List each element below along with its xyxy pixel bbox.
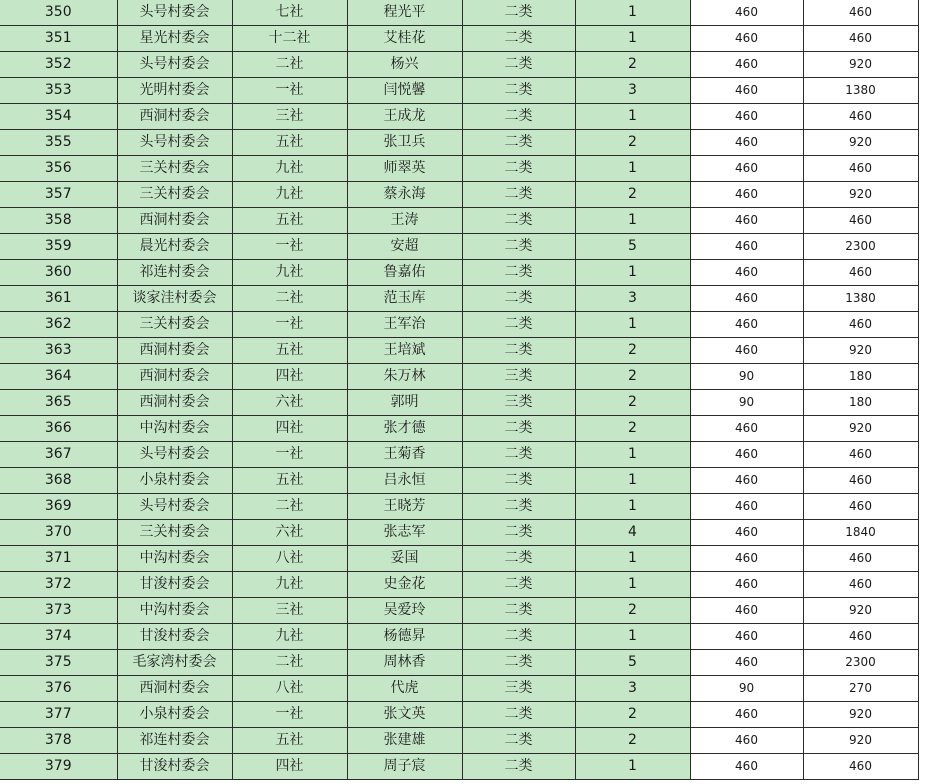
name-cell[interactable]: 郭明 xyxy=(347,390,462,416)
village-cell[interactable]: 毛家湾村委会 xyxy=(117,650,232,676)
count-cell[interactable]: 2 xyxy=(575,338,690,364)
total-amount-cell[interactable]: 460 xyxy=(803,26,918,52)
group-cell[interactable]: 二社 xyxy=(232,650,347,676)
category-cell[interactable]: 二类 xyxy=(462,182,575,208)
row-number-cell[interactable]: 373 xyxy=(0,598,117,624)
standard-amount-cell[interactable]: 460 xyxy=(690,52,803,78)
category-cell[interactable]: 二类 xyxy=(462,650,575,676)
village-cell[interactable]: 三关村委会 xyxy=(117,182,232,208)
category-cell[interactable]: 二类 xyxy=(462,624,575,650)
total-amount-cell[interactable]: 920 xyxy=(803,52,918,78)
total-amount-cell[interactable]: 1840 xyxy=(803,520,918,546)
name-cell[interactable]: 周子宸 xyxy=(347,754,462,780)
name-cell[interactable]: 史金花 xyxy=(347,572,462,598)
count-cell[interactable]: 2 xyxy=(575,390,690,416)
table-row xyxy=(0,286,918,312)
group-cell[interactable]: 六社 xyxy=(232,520,347,546)
village-cell[interactable]: 中沟村委会 xyxy=(117,546,232,572)
standard-amount-cell[interactable]: 460 xyxy=(690,260,803,286)
total-amount-cell[interactable]: 460 xyxy=(803,312,918,338)
table-row xyxy=(0,624,918,650)
total-amount-cell[interactable]: 920 xyxy=(803,130,918,156)
standard-amount-cell[interactable]: 460 xyxy=(690,546,803,572)
name-cell[interactable]: 张文英 xyxy=(347,702,462,728)
name-cell[interactable]: 代虎 xyxy=(347,676,462,702)
row-number-cell[interactable]: 368 xyxy=(0,468,117,494)
category-cell[interactable]: 二类 xyxy=(462,286,575,312)
row-number-cell[interactable]: 378 xyxy=(0,728,117,754)
name-cell[interactable]: 张才德 xyxy=(347,416,462,442)
standard-amount-cell[interactable]: 460 xyxy=(690,104,803,130)
group-cell[interactable]: 六社 xyxy=(232,390,347,416)
group-cell[interactable]: 五社 xyxy=(232,338,347,364)
row-number-cell[interactable]: 375 xyxy=(0,650,117,676)
row-number-cell[interactable]: 367 xyxy=(0,442,117,468)
category-cell[interactable]: 二类 xyxy=(462,442,575,468)
total-amount-cell[interactable]: 460 xyxy=(803,624,918,650)
row-number-cell[interactable]: 350 xyxy=(0,0,117,26)
village-cell[interactable]: 甘浚村委会 xyxy=(117,624,232,650)
table-row xyxy=(0,78,918,104)
village-cell[interactable]: 甘浚村委会 xyxy=(117,572,232,598)
total-amount-cell[interactable]: 1380 xyxy=(803,78,918,104)
group-cell[interactable]: 三社 xyxy=(232,598,347,624)
village-cell[interactable]: 小泉村委会 xyxy=(117,468,232,494)
village-cell[interactable]: 祁连村委会 xyxy=(117,728,232,754)
row-number-cell[interactable]: 364 xyxy=(0,364,117,390)
table-row xyxy=(0,156,918,182)
name-cell[interactable]: 吕永恒 xyxy=(347,468,462,494)
group-cell[interactable]: 八社 xyxy=(232,546,347,572)
table-row xyxy=(0,468,918,494)
category-cell[interactable]: 二类 xyxy=(462,598,575,624)
group-cell[interactable]: 二社 xyxy=(232,494,347,520)
group-cell[interactable]: 五社 xyxy=(232,728,347,754)
count-cell[interactable]: 1 xyxy=(575,442,690,468)
category-cell[interactable]: 二类 xyxy=(462,416,575,442)
category-cell[interactable]: 二类 xyxy=(462,260,575,286)
village-cell[interactable]: 三关村委会 xyxy=(117,156,232,182)
village-cell[interactable]: 祁连村委会 xyxy=(117,260,232,286)
count-cell[interactable]: 1 xyxy=(575,0,690,26)
village-cell[interactable]: 中沟村委会 xyxy=(117,598,232,624)
group-cell[interactable]: 九社 xyxy=(232,182,347,208)
total-amount-cell[interactable]: 460 xyxy=(803,260,918,286)
table-row xyxy=(0,130,918,156)
group-cell[interactable]: 四社 xyxy=(232,754,347,780)
name-cell[interactable]: 王涛 xyxy=(347,208,462,234)
total-amount-cell[interactable]: 180 xyxy=(803,390,918,416)
category-cell[interactable]: 二类 xyxy=(462,754,575,780)
standard-amount-cell[interactable]: 460 xyxy=(690,286,803,312)
count-cell[interactable]: 4 xyxy=(575,520,690,546)
row-number-cell[interactable]: 365 xyxy=(0,390,117,416)
group-cell[interactable]: 九社 xyxy=(232,260,347,286)
total-amount-cell[interactable]: 1380 xyxy=(803,286,918,312)
village-cell[interactable]: 头号村委会 xyxy=(117,442,232,468)
group-cell[interactable]: 一社 xyxy=(232,442,347,468)
category-cell[interactable]: 二类 xyxy=(462,546,575,572)
total-amount-cell[interactable]: 460 xyxy=(803,104,918,130)
row-number-cell[interactable]: 351 xyxy=(0,26,117,52)
category-cell[interactable]: 二类 xyxy=(462,338,575,364)
total-amount-cell[interactable]: 270 xyxy=(803,676,918,702)
table-row xyxy=(0,754,918,780)
category-cell[interactable]: 二类 xyxy=(462,234,575,260)
table-row xyxy=(0,546,918,572)
total-amount-cell[interactable]: 2300 xyxy=(803,650,918,676)
row-number-cell[interactable]: 363 xyxy=(0,338,117,364)
table-row xyxy=(0,494,918,520)
name-cell[interactable]: 艾桂花 xyxy=(347,26,462,52)
name-cell[interactable]: 妥国 xyxy=(347,546,462,572)
group-cell[interactable]: 七社 xyxy=(232,0,347,26)
table-row xyxy=(0,26,918,52)
standard-amount-cell[interactable]: 460 xyxy=(690,650,803,676)
row-number-cell[interactable]: 360 xyxy=(0,260,117,286)
category-cell[interactable]: 二类 xyxy=(462,728,575,754)
name-cell[interactable]: 张志军 xyxy=(347,520,462,546)
row-number-cell[interactable]: 377 xyxy=(0,702,117,728)
group-cell[interactable]: 八社 xyxy=(232,676,347,702)
table-row xyxy=(0,416,918,442)
village-cell[interactable]: 小泉村委会 xyxy=(117,702,232,728)
name-cell[interactable]: 吴爱玲 xyxy=(347,598,462,624)
standard-amount-cell[interactable]: 460 xyxy=(690,208,803,234)
name-cell[interactable]: 鲁嘉佑 xyxy=(347,260,462,286)
total-amount-cell[interactable]: 460 xyxy=(803,208,918,234)
standard-amount-cell[interactable]: 90 xyxy=(690,676,803,702)
standard-amount-cell[interactable]: 460 xyxy=(690,78,803,104)
name-cell[interactable]: 师翠英 xyxy=(347,156,462,182)
standard-amount-cell[interactable]: 460 xyxy=(690,312,803,338)
name-cell[interactable]: 张建雄 xyxy=(347,728,462,754)
total-amount-cell[interactable]: 460 xyxy=(803,572,918,598)
name-cell[interactable]: 王培斌 xyxy=(347,338,462,364)
table-row xyxy=(0,676,918,702)
table-row xyxy=(0,52,918,78)
category-cell[interactable]: 二类 xyxy=(462,572,575,598)
count-cell[interactable]: 2 xyxy=(575,130,690,156)
village-cell[interactable]: 谈家洼村委会 xyxy=(117,286,232,312)
group-cell[interactable]: 二社 xyxy=(232,52,347,78)
count-cell[interactable]: 1 xyxy=(575,494,690,520)
table-row xyxy=(0,390,918,416)
village-cell[interactable]: 甘浚村委会 xyxy=(117,754,232,780)
total-amount-cell[interactable]: 460 xyxy=(803,442,918,468)
count-cell[interactable]: 2 xyxy=(575,728,690,754)
group-cell[interactable]: 九社 xyxy=(232,572,347,598)
standard-amount-cell[interactable]: 460 xyxy=(690,572,803,598)
table-row xyxy=(0,598,918,624)
name-cell[interactable]: 蔡永海 xyxy=(347,182,462,208)
count-cell[interactable]: 1 xyxy=(575,156,690,182)
count-cell[interactable]: 2 xyxy=(575,182,690,208)
category-cell[interactable]: 二类 xyxy=(462,0,575,26)
group-cell[interactable]: 四社 xyxy=(232,416,347,442)
row-number-cell[interactable]: 353 xyxy=(0,78,117,104)
village-cell[interactable]: 三关村委会 xyxy=(117,520,232,546)
total-amount-cell[interactable]: 460 xyxy=(803,494,918,520)
name-cell[interactable]: 王军治 xyxy=(347,312,462,338)
count-cell[interactable]: 3 xyxy=(575,286,690,312)
count-cell[interactable]: 1 xyxy=(575,754,690,780)
standard-amount-cell[interactable]: 460 xyxy=(690,130,803,156)
name-cell[interactable]: 朱万林 xyxy=(347,364,462,390)
group-cell[interactable]: 五社 xyxy=(232,130,347,156)
total-amount-cell[interactable]: 180 xyxy=(803,364,918,390)
standard-amount-cell[interactable]: 460 xyxy=(690,442,803,468)
village-cell[interactable]: 头号村委会 xyxy=(117,130,232,156)
group-cell[interactable]: 十二社 xyxy=(232,26,347,52)
category-cell[interactable]: 二类 xyxy=(462,520,575,546)
table-row xyxy=(0,364,918,390)
count-cell[interactable]: 2 xyxy=(575,598,690,624)
standard-amount-cell[interactable]: 460 xyxy=(690,0,803,26)
group-cell[interactable]: 一社 xyxy=(232,234,347,260)
row-number-cell[interactable]: 355 xyxy=(0,130,117,156)
village-cell[interactable]: 星光村委会 xyxy=(117,26,232,52)
count-cell[interactable]: 3 xyxy=(575,78,690,104)
category-cell[interactable]: 二类 xyxy=(462,78,575,104)
group-cell[interactable]: 九社 xyxy=(232,624,347,650)
group-cell[interactable]: 一社 xyxy=(232,78,347,104)
group-cell[interactable]: 一社 xyxy=(232,312,347,338)
total-amount-cell[interactable]: 920 xyxy=(803,728,918,754)
row-number-cell[interactable]: 358 xyxy=(0,208,117,234)
village-cell[interactable]: 西洞村委会 xyxy=(117,390,232,416)
standard-amount-cell[interactable]: 460 xyxy=(690,156,803,182)
name-cell[interactable]: 程光平 xyxy=(347,0,462,26)
count-cell[interactable]: 1 xyxy=(575,468,690,494)
standard-amount-cell[interactable]: 460 xyxy=(690,338,803,364)
group-cell[interactable]: 二社 xyxy=(232,286,347,312)
row-number-cell[interactable]: 371 xyxy=(0,546,117,572)
category-cell[interactable]: 二类 xyxy=(462,208,575,234)
table-row xyxy=(0,520,918,546)
count-cell[interactable]: 1 xyxy=(575,572,690,598)
total-amount-cell[interactable]: 920 xyxy=(803,598,918,624)
group-cell[interactable]: 九社 xyxy=(232,156,347,182)
village-cell[interactable]: 西洞村委会 xyxy=(117,104,232,130)
table-row xyxy=(0,728,918,754)
name-cell[interactable]: 范玉库 xyxy=(347,286,462,312)
village-cell[interactable]: 西洞村委会 xyxy=(117,364,232,390)
count-cell[interactable]: 1 xyxy=(575,208,690,234)
standard-amount-cell[interactable]: 460 xyxy=(690,234,803,260)
village-cell[interactable]: 晨光村委会 xyxy=(117,234,232,260)
count-cell[interactable]: 1 xyxy=(575,546,690,572)
table-row xyxy=(0,104,918,130)
category-cell[interactable]: 二类 xyxy=(462,156,575,182)
category-cell[interactable]: 二类 xyxy=(462,130,575,156)
count-cell[interactable]: 1 xyxy=(575,312,690,338)
category-cell[interactable]: 二类 xyxy=(462,468,575,494)
group-cell[interactable]: 一社 xyxy=(232,702,347,728)
standard-amount-cell[interactable]: 460 xyxy=(690,702,803,728)
row-number-cell[interactable]: 370 xyxy=(0,520,117,546)
total-amount-cell[interactable]: 920 xyxy=(803,702,918,728)
table-row xyxy=(0,0,918,26)
standard-amount-cell[interactable]: 460 xyxy=(690,598,803,624)
village-cell[interactable]: 西洞村委会 xyxy=(117,676,232,702)
count-cell[interactable]: 2 xyxy=(575,52,690,78)
count-cell[interactable]: 2 xyxy=(575,364,690,390)
name-cell[interactable]: 王晓芳 xyxy=(347,494,462,520)
count-cell[interactable]: 1 xyxy=(575,624,690,650)
name-cell[interactable]: 安超 xyxy=(347,234,462,260)
category-cell[interactable]: 三类 xyxy=(462,364,575,390)
row-number-cell[interactable]: 356 xyxy=(0,156,117,182)
row-number-cell[interactable]: 359 xyxy=(0,234,117,260)
standard-amount-cell[interactable]: 460 xyxy=(690,728,803,754)
total-amount-cell[interactable]: 920 xyxy=(803,338,918,364)
row-number-cell[interactable]: 366 xyxy=(0,416,117,442)
total-amount-cell[interactable]: 920 xyxy=(803,182,918,208)
village-cell[interactable]: 光明村委会 xyxy=(117,78,232,104)
total-amount-cell[interactable]: 460 xyxy=(803,0,918,26)
total-amount-cell[interactable]: 920 xyxy=(803,416,918,442)
table-row xyxy=(0,312,918,338)
count-cell[interactable]: 1 xyxy=(575,104,690,130)
name-cell[interactable]: 王成龙 xyxy=(347,104,462,130)
category-cell[interactable]: 三类 xyxy=(462,676,575,702)
group-cell[interactable]: 五社 xyxy=(232,208,347,234)
category-cell[interactable]: 二类 xyxy=(462,312,575,338)
total-amount-cell[interactable]: 460 xyxy=(803,754,918,780)
row-number-cell[interactable]: 362 xyxy=(0,312,117,338)
count-cell[interactable]: 5 xyxy=(575,650,690,676)
category-cell[interactable]: 二类 xyxy=(462,26,575,52)
village-cell[interactable]: 中沟村委会 xyxy=(117,416,232,442)
table-row xyxy=(0,208,918,234)
village-cell[interactable]: 西洞村委会 xyxy=(117,208,232,234)
count-cell[interactable]: 3 xyxy=(575,676,690,702)
row-number-cell[interactable]: 379 xyxy=(0,754,117,780)
category-cell[interactable]: 二类 xyxy=(462,494,575,520)
table-row xyxy=(0,260,918,286)
count-cell[interactable]: 5 xyxy=(575,234,690,260)
table-row xyxy=(0,234,918,260)
standard-amount-cell[interactable]: 460 xyxy=(690,416,803,442)
total-amount-cell[interactable]: 460 xyxy=(803,546,918,572)
standard-amount-cell[interactable]: 460 xyxy=(690,26,803,52)
table-row xyxy=(0,572,918,598)
standard-amount-cell[interactable]: 460 xyxy=(690,754,803,780)
village-cell[interactable]: 头号村委会 xyxy=(117,52,232,78)
count-cell[interactable]: 1 xyxy=(575,26,690,52)
row-number-cell[interactable]: 352 xyxy=(0,52,117,78)
table-row xyxy=(0,702,918,728)
village-cell[interactable]: 西洞村委会 xyxy=(117,338,232,364)
standard-amount-cell[interactable]: 460 xyxy=(690,624,803,650)
name-cell[interactable]: 闫悦馨 xyxy=(347,78,462,104)
row-number-cell[interactable]: 357 xyxy=(0,182,117,208)
group-cell[interactable]: 三社 xyxy=(232,104,347,130)
standard-amount-cell[interactable]: 460 xyxy=(690,494,803,520)
standard-amount-cell[interactable]: 460 xyxy=(690,182,803,208)
table-row xyxy=(0,182,918,208)
name-cell[interactable]: 张卫兵 xyxy=(347,130,462,156)
count-cell[interactable]: 1 xyxy=(575,260,690,286)
category-cell[interactable]: 二类 xyxy=(462,702,575,728)
village-cell[interactable]: 头号村委会 xyxy=(117,494,232,520)
village-cell[interactable]: 头号村委会 xyxy=(117,0,232,26)
row-number-cell[interactable]: 354 xyxy=(0,104,117,130)
name-cell[interactable]: 王菊香 xyxy=(347,442,462,468)
village-cell[interactable]: 三关村委会 xyxy=(117,312,232,338)
table-row xyxy=(0,650,918,676)
name-cell[interactable]: 周林香 xyxy=(347,650,462,676)
row-number-cell[interactable]: 374 xyxy=(0,624,117,650)
category-cell[interactable]: 二类 xyxy=(462,52,575,78)
category-cell[interactable]: 二类 xyxy=(462,104,575,130)
count-cell[interactable]: 2 xyxy=(575,416,690,442)
count-cell[interactable]: 2 xyxy=(575,702,690,728)
category-cell[interactable]: 三类 xyxy=(462,390,575,416)
name-cell[interactable]: 杨德昇 xyxy=(347,624,462,650)
standard-amount-cell[interactable]: 90 xyxy=(690,390,803,416)
table-row xyxy=(0,338,918,364)
total-amount-cell[interactable]: 460 xyxy=(803,468,918,494)
total-amount-cell[interactable]: 2300 xyxy=(803,234,918,260)
row-number-cell[interactable]: 376 xyxy=(0,676,117,702)
total-amount-cell[interactable]: 460 xyxy=(803,156,918,182)
standard-amount-cell[interactable]: 460 xyxy=(690,468,803,494)
standard-amount-cell[interactable]: 90 xyxy=(690,364,803,390)
row-number-cell[interactable]: 369 xyxy=(0,494,117,520)
row-number-cell[interactable]: 361 xyxy=(0,286,117,312)
table-row xyxy=(0,442,918,468)
name-cell[interactable]: 杨兴 xyxy=(347,52,462,78)
group-cell[interactable]: 五社 xyxy=(232,468,347,494)
standard-amount-cell[interactable]: 460 xyxy=(690,520,803,546)
row-number-cell[interactable]: 372 xyxy=(0,572,117,598)
group-cell[interactable]: 四社 xyxy=(232,364,347,390)
